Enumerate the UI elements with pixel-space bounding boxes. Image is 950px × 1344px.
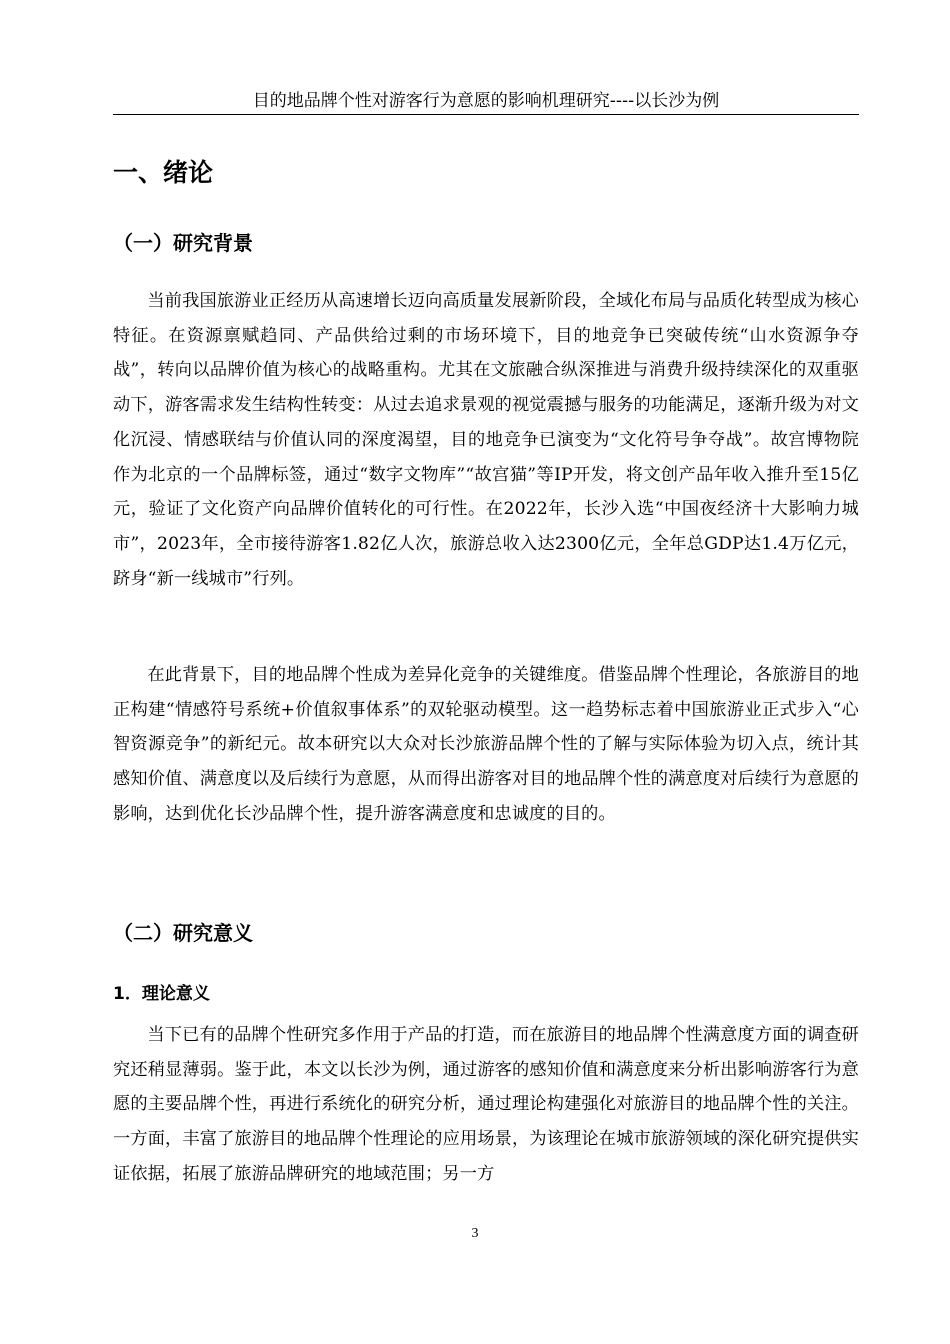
- chapter-title: 一、绪论: [113, 158, 214, 187]
- paragraph-background-1: 当前我国旅游业正经历从高速增长迈向高质量发展新阶段，全域化布局与品质化转型成为核心特征。在资源禀赋趋同、产品供给过剩的市场环境下，目的地竞争已突破传统“山水资源争夺战”，转向以品牌价值为核心的战略重构。尤其在文旅融合纵深推进与消费升级持续深化的双重驱动下，游客需求发生结构性转变：从过去追求景观的视觉震撼与服务的功能满足，逐渐升级为对文化沉浸、情感联结与价值认同的深度渴望，目的地竞争已演变为“文化符号争夺战”。故宫博物院作为北京的一个品牌标签，通过“数字文物库”“故宫猫”等IP开发，将文创产品年收入推升至15亿元，验证了文化资产向品牌价值转化的可行性。在2022年，长沙入选“中国夜经济十大影响力城市”，2023年，全市接待游客1.82亿人次，旅游总收入达2300亿元，全年总GDP达1.4万亿元，跻身“新一线城市”行列。: [113, 291, 859, 589]
- paragraph-theoretical-1: 当下已有的品牌个性研究多作用于产品的打造，而在旅游目的地品牌个性满意度方面的调查研究还稍显薄弱。鉴于此，本文以长沙为例，通过游客的感知价值和满意度来分析出影响游客行为意愿的主要品牌个性，再进行系统化的研究分析，通过理论构建强化对旅游目的地品牌个性的关注。一方面，丰富了旅游目的地品牌个性理论的应用场景，为该理论在城市旅游领域的深化研究提供实证依据，拓展了旅游品牌研究的地域范围；另一方: [113, 1025, 859, 1184]
- section-title-significance: （二）研究意义: [113, 921, 253, 945]
- paragraph-background-2: 在此背景下，目的地品牌个性成为差异化竞争的关键维度。借鉴品牌个性理论，各旅游目的地正构建“情感符号系统+价值叙事体系”的双轮驱动模型。这一趋势标志着中国旅游业正式步入“心智资源竞争”的新纪元。故本研究以大众对长沙旅游品牌个性的了解与实际体验为切入点，统计其感知价值、满意度以及后续行为意愿，从而得出游客对目的地品牌个性的满意度对后续行为意愿的影响，达到优化长沙品牌个性，提升游客满意度和忠诚度的目的。: [113, 665, 859, 824]
- page-number: 3: [471, 1226, 479, 1241]
- running-header: 目的地品牌个性对游客行为意愿的影响机理研究----以长沙为例: [113, 88, 859, 115]
- subsection-title-theoretical: 1．理论意义: [113, 984, 210, 1004]
- section-title-background: （一）研究背景: [113, 231, 253, 255]
